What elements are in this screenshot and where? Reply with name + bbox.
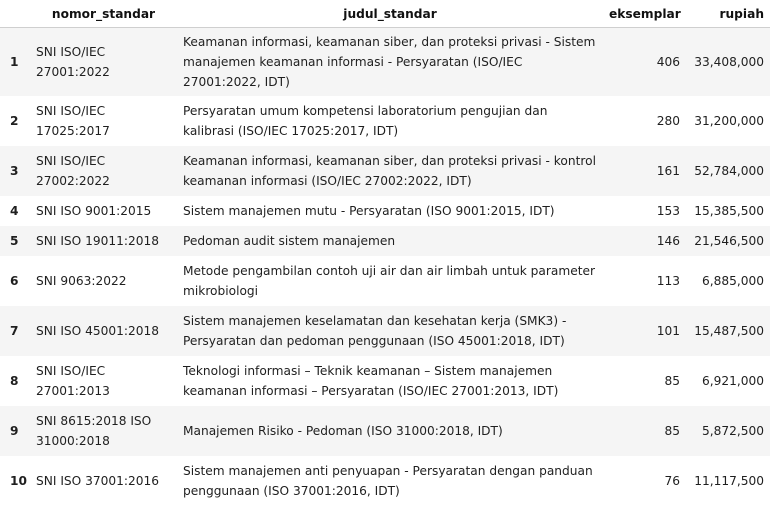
cell-rupiah: 15,385,500 bbox=[694, 204, 764, 218]
cell-nomor-standar: SNI ISO/IEC 17025:2017 bbox=[36, 104, 110, 138]
row-index: 1 bbox=[10, 55, 19, 69]
cell-rupiah: 11,117,500 bbox=[694, 474, 764, 488]
row-index: 10 bbox=[10, 474, 27, 488]
cell-judul-standar: Manajemen Risiko - Pedoman (ISO 31000:2018, IDT) bbox=[183, 424, 503, 438]
cell-judul-standar: Keamanan informasi, keamanan siber, dan proteksi privasi - Sistem manajemen keamanan informasi - Persyaratan (ISO/IEC 27001:2022, IDT) bbox=[183, 35, 596, 89]
cell-rupiah: 5,872,500 bbox=[701, 424, 764, 438]
table-row bbox=[0, 406, 770, 456]
row-index: 3 bbox=[10, 164, 19, 178]
table-row bbox=[0, 196, 770, 226]
header-nomor-standar: nomor_standar bbox=[30, 0, 177, 28]
cell-nomor-standar: SNI ISO 45001:2018 bbox=[36, 324, 160, 338]
row-index: 7 bbox=[10, 324, 19, 338]
table-row bbox=[0, 226, 770, 256]
cell-judul-standar: Teknologi informasi – Teknik keamanan – Sistem manajemen keamanan informasi – Persyaratan (ISO/IEC 27001:2013, IDT) bbox=[183, 364, 559, 398]
row-index: 4 bbox=[10, 204, 19, 218]
cell-eksemplar: 161 bbox=[656, 164, 680, 178]
cell-rupiah: 21,546,500 bbox=[694, 234, 764, 248]
cell-eksemplar: 146 bbox=[656, 234, 680, 248]
cell-rupiah: 52,784,000 bbox=[694, 164, 764, 178]
table-row bbox=[0, 306, 770, 356]
row-index: 2 bbox=[10, 114, 19, 128]
cell-rupiah: 33,408,000 bbox=[694, 55, 764, 69]
cell-nomor-standar: SNI 8615:2018 ISO 31000:2018 bbox=[36, 414, 152, 448]
cell-rupiah: 6,921,000 bbox=[701, 374, 764, 388]
cell-judul-standar: Persyaratan umum kompetensi laboratorium pengujian dan kalibrasi (ISO/IEC 17025:2017, IDT) bbox=[183, 104, 548, 138]
row-index: 6 bbox=[10, 274, 19, 288]
cell-nomor-standar: SNI ISO/IEC 27001:2022 bbox=[36, 45, 110, 79]
cell-eksemplar: 85 bbox=[664, 424, 680, 438]
cell-eksemplar: 85 bbox=[664, 374, 680, 388]
cell-nomor-standar: SNI ISO/IEC 27002:2022 bbox=[36, 154, 110, 188]
header-row bbox=[0, 0, 770, 28]
cell-nomor-standar: SNI 9063:2022 bbox=[36, 274, 127, 288]
header-eksemplar: eksemplar bbox=[603, 0, 686, 28]
table-header bbox=[0, 0, 770, 28]
cell-nomor-standar: SNI ISO 9001:2015 bbox=[36, 204, 152, 218]
cell-nomor-standar: SNI ISO 37001:2016 bbox=[36, 474, 160, 488]
cell-eksemplar: 280 bbox=[656, 114, 680, 128]
cell-judul-standar: Sistem manajemen anti penyuapan - Persyaratan dengan panduan penggunaan (ISO 37001:2016, IDT) bbox=[183, 464, 593, 498]
cell-rupiah: 6,885,000 bbox=[701, 274, 764, 288]
cell-eksemplar: 113 bbox=[656, 274, 680, 288]
cell-rupiah: 15,487,500 bbox=[694, 324, 764, 338]
row-index: 8 bbox=[10, 374, 19, 388]
cell-judul-standar: Sistem manajemen keselamatan dan kesehatan kerja (SMK3) - Persyaratan dan pedoman penggunaan (ISO 45001:2018, IDT) bbox=[183, 314, 567, 348]
table-body bbox=[0, 28, 770, 506]
table-row bbox=[0, 96, 770, 146]
table-row bbox=[0, 456, 770, 506]
cell-eksemplar: 101 bbox=[656, 324, 680, 338]
table-row bbox=[0, 256, 770, 306]
cell-eksemplar: 406 bbox=[656, 55, 680, 69]
header-rupiah: rupiah bbox=[686, 0, 770, 28]
cell-judul-standar: Sistem manajemen mutu - Persyaratan (ISO 9001:2015, IDT) bbox=[183, 204, 555, 218]
cell-rupiah: 31,200,000 bbox=[694, 114, 764, 128]
row-index: 5 bbox=[10, 234, 19, 248]
header-index bbox=[0, 0, 30, 28]
table-row bbox=[0, 28, 770, 97]
table-row bbox=[0, 146, 770, 196]
cell-eksemplar: 153 bbox=[656, 204, 680, 218]
cell-eksemplar: 76 bbox=[664, 474, 680, 488]
table-row bbox=[0, 356, 770, 406]
cell-judul-standar: Keamanan informasi, keamanan siber, dan proteksi privasi - kontrol keamanan informasi (ISO/IEC 27002:2022, IDT) bbox=[183, 154, 596, 188]
header-judul-standar: judul_standar bbox=[177, 0, 603, 28]
cell-judul-standar: Metode pengambilan contoh uji air dan air limbah untuk parameter mikrobiologi bbox=[183, 264, 596, 298]
cell-nomor-standar: SNI ISO 19011:2018 bbox=[36, 234, 160, 248]
row-index: 9 bbox=[10, 424, 19, 438]
cell-judul-standar: Pedoman audit sistem manajemen bbox=[183, 234, 396, 248]
cell-nomor-standar: SNI ISO/IEC 27001:2013 bbox=[36, 364, 110, 398]
